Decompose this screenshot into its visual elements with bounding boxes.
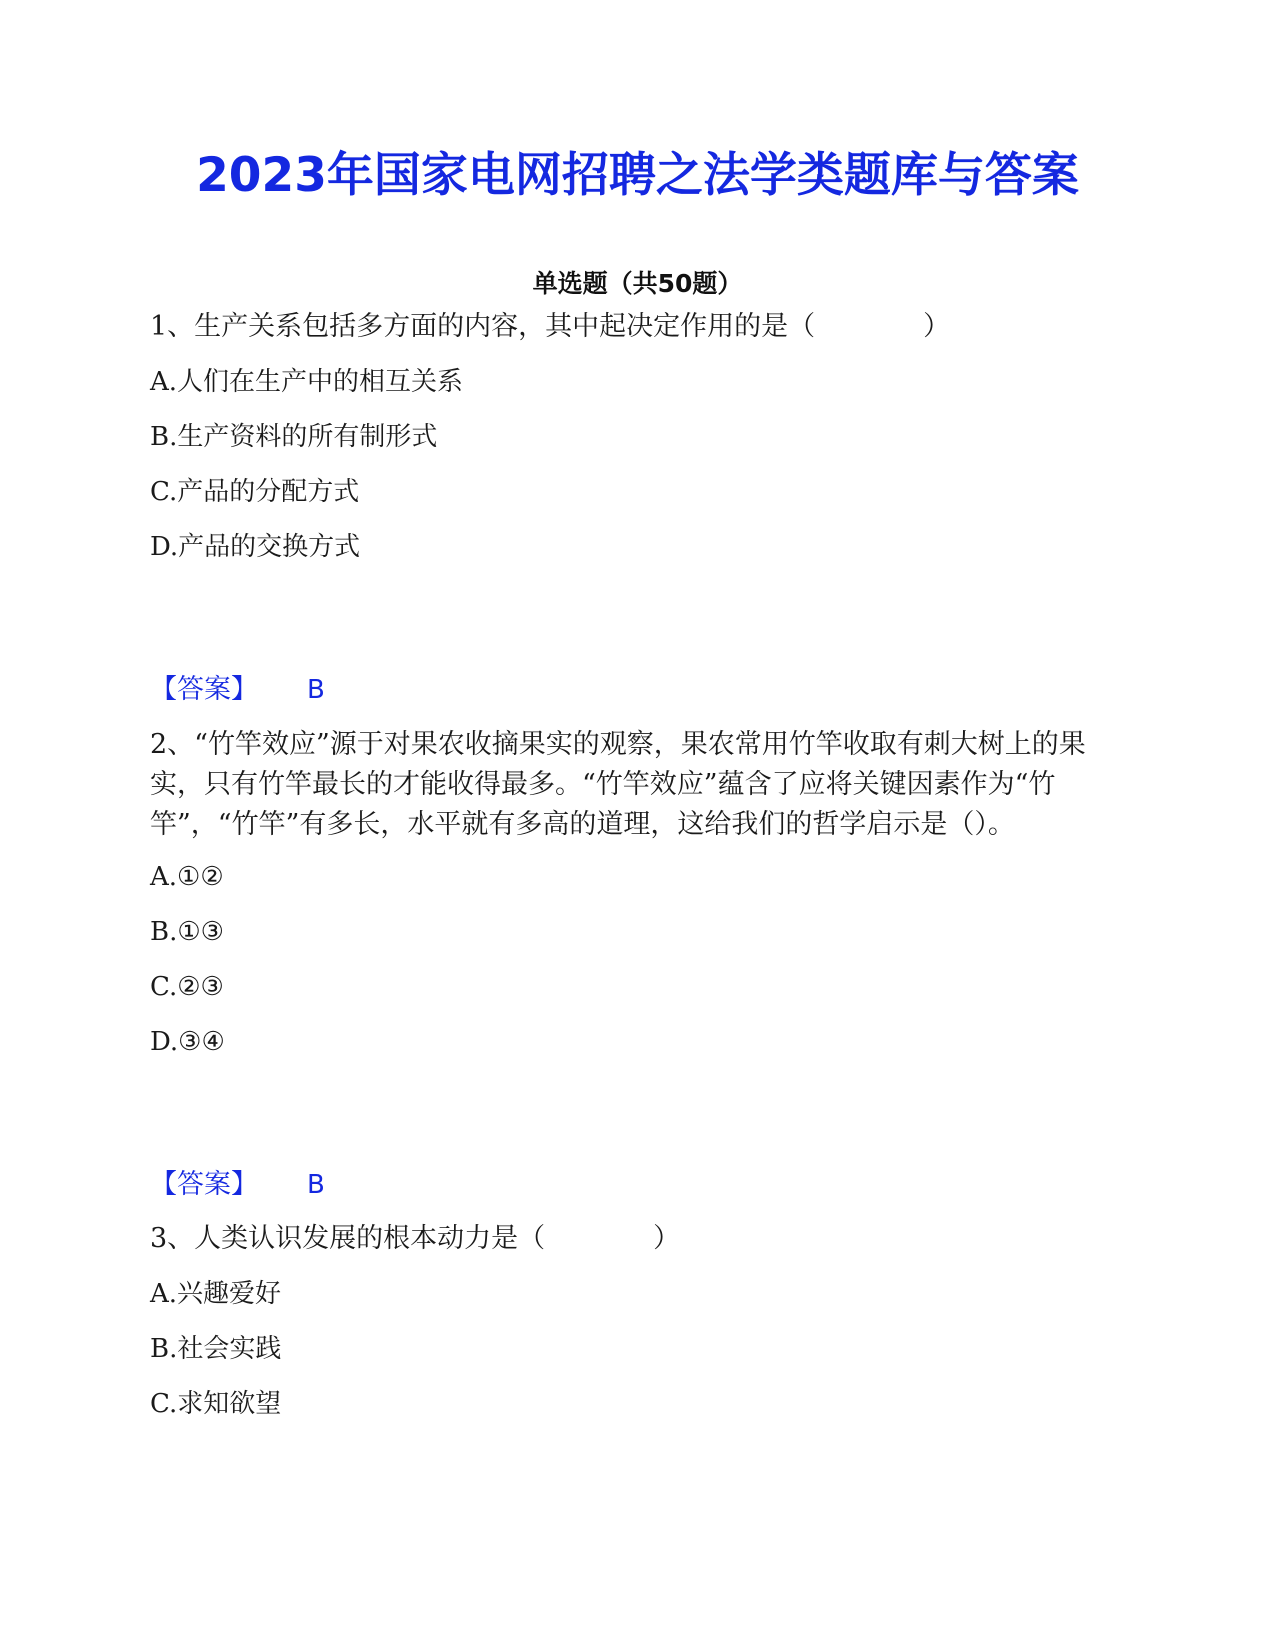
question-1-stem: 1、生产关系包括多方面的内容，其中起决定作用的是（ ）: [150, 311, 951, 342]
document-title: 2023年国家电网招聘之法学类题库与答案: [196, 148, 1079, 203]
question-2-option-b: B.①③: [150, 917, 224, 947]
question-2-stem: 2、“竹竿效应”源于对果农收摘果实的观察，果农常用竹竿收取有刺大树上的果实，只有竹竿最长的才能收得最多。“竹竿效应”蕴含了应将关键因素作为“竹竿”，“竹竿”有多长，水平就有多高的道理，这给我们的哲学启示是（）。: [150, 729, 1086, 840]
question-2-answer-label: 【答案】: [150, 1169, 258, 1200]
question-3-stem: 3、人类认识发展的根本动力是（ ）: [150, 1223, 681, 1254]
question-2-option-c: C.②③: [150, 972, 224, 1002]
question-2-option-a: A.①②: [150, 862, 224, 892]
question-1-answer-label: 【答案】: [150, 674, 258, 705]
question-1-option-c: C.产品的分配方式: [150, 477, 360, 507]
question-1-option-b: B.生产资料的所有制形式: [150, 422, 438, 452]
question-3-option-a: A.兴趣爱好: [150, 1279, 282, 1309]
question-2-answer-value: B: [307, 1170, 325, 1200]
question-3-option-c: C.求知欲望: [150, 1389, 282, 1419]
question-1-answer-value: B: [307, 675, 325, 705]
question-1-option-d: D.产品的交换方式: [150, 532, 361, 562]
question-3-option-b: B.社会实践: [150, 1334, 282, 1364]
question-2-option-d: D.③④: [150, 1027, 225, 1057]
section-heading: 单选题（共50题）: [532, 269, 743, 298]
question-1-option-a: A.人们在生产中的相互关系: [150, 367, 464, 397]
